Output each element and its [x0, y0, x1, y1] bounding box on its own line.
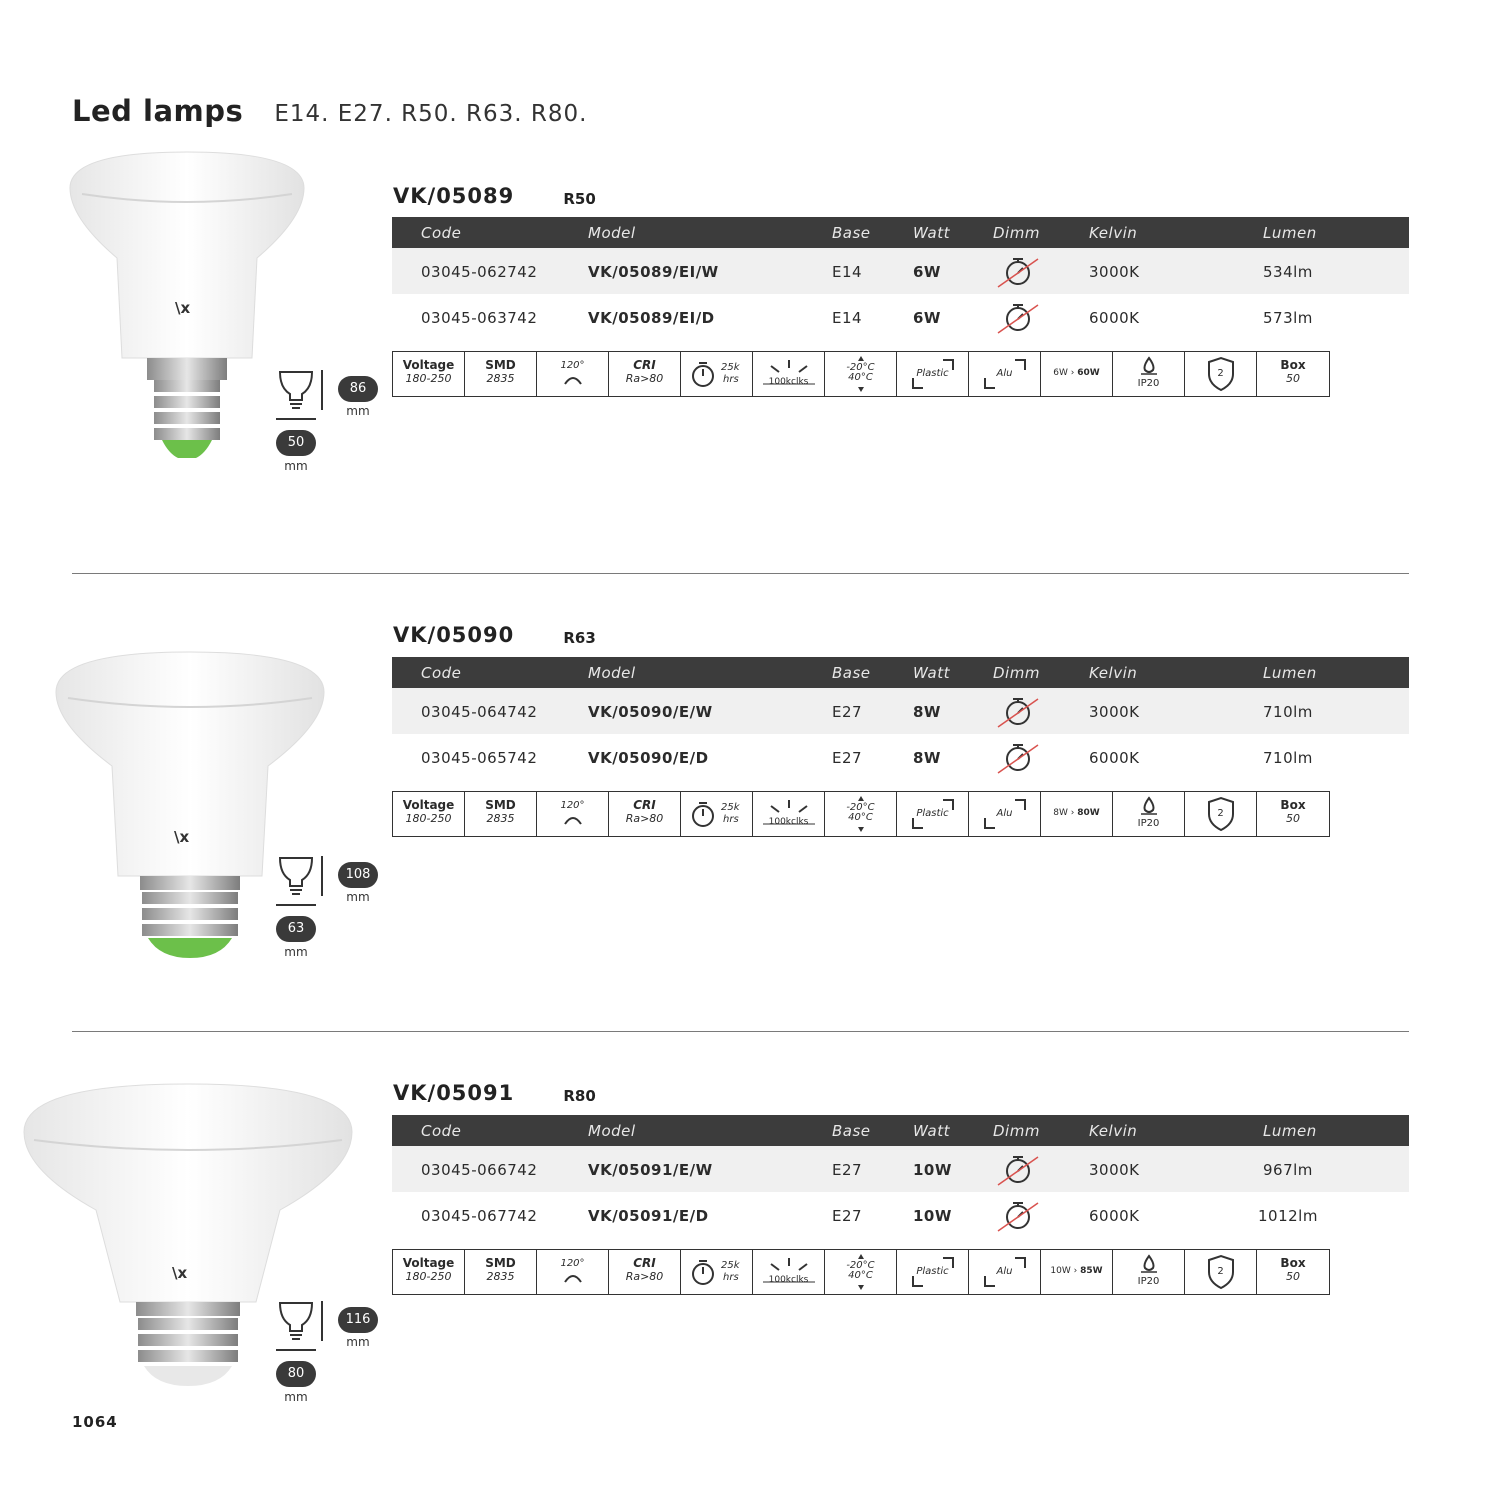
header-watt: Watt	[913, 224, 950, 242]
feature-switch-cycles: 100kclks	[753, 352, 825, 396]
burst-icon	[753, 352, 825, 396]
diameter-badge: 50	[276, 430, 316, 456]
page-title	[72, 94, 587, 128]
not-dimmable-icon	[994, 1151, 1042, 1187]
cell-lumen: 967lm	[1263, 1161, 1313, 1179]
header-watt: Watt	[913, 664, 950, 682]
length-badge: 116	[338, 1307, 378, 1333]
section-divider	[72, 573, 1409, 574]
cell-kelvin: 6000K	[1089, 309, 1140, 327]
section-divider	[72, 1031, 1409, 1032]
equiv-to: 85W	[1080, 1266, 1103, 1276]
temperature-arrows-icon	[825, 352, 897, 396]
cell-code: 03045-064742	[421, 703, 538, 721]
temperature-arrows-icon	[825, 792, 897, 836]
bulb-image-r63	[50, 648, 330, 960]
bulb-outline-icon	[276, 1299, 320, 1343]
feature-temperature: -20°C 40°C	[825, 792, 897, 836]
length-unit: mm	[346, 404, 370, 418]
table-row	[392, 688, 1409, 734]
svg-text:\x: \x	[172, 1264, 188, 1282]
cell-lumen: 1012lm	[1258, 1207, 1318, 1225]
feature-temperature: -20°C 40°C	[825, 1250, 897, 1294]
features-strip	[392, 351, 1330, 397]
cell-base: E27	[832, 1207, 863, 1225]
table-row	[392, 734, 1409, 780]
not-dimmable-icon	[994, 693, 1042, 729]
cell-model: VK/05090/E/D	[588, 749, 709, 767]
burst-icon	[753, 792, 825, 836]
feature-ip-rating: IP20	[1113, 352, 1185, 396]
svg-text:\x: \x	[175, 299, 191, 317]
header-model: Model	[588, 224, 636, 242]
cell-model: VK/05089/EI/D	[588, 309, 715, 327]
header-base: Base	[832, 664, 871, 682]
header-model: Model	[588, 1122, 636, 1140]
bulb-image-r50	[62, 148, 312, 458]
bulb-outline-icon	[276, 368, 320, 412]
feature-smd: SMD 2835	[465, 792, 537, 836]
length-unit: mm	[346, 890, 370, 904]
beam-angle-icon	[537, 1250, 609, 1294]
cell-kelvin: 6000K	[1089, 1207, 1140, 1225]
table-row	[392, 294, 1409, 340]
feature-voltage: Voltage 180-250	[393, 1250, 465, 1294]
feature-switch-cycles: 100kclks	[753, 1250, 825, 1294]
header-code: Code	[421, 224, 462, 242]
cell-watt: 8W	[913, 749, 941, 767]
table-header	[392, 1115, 1409, 1146]
not-dimmable-icon	[994, 739, 1042, 775]
title-main: Led lamps	[72, 94, 244, 128]
cell-base: E27	[832, 1161, 863, 1179]
feature-warranty: 2	[1185, 792, 1257, 836]
length-badge: 86	[338, 376, 378, 402]
feature-box: Box 50	[1280, 1256, 1306, 1283]
feature-cri: CRI Ra>80	[609, 1250, 681, 1294]
product-type: R80	[563, 1087, 596, 1105]
diameter-badge: 80	[276, 1361, 316, 1387]
burst-icon	[753, 1250, 825, 1294]
page-number: 1064	[72, 1413, 118, 1431]
feature-material-plastic: Plastic	[897, 352, 969, 396]
cell-code: 03045-066742	[421, 1161, 538, 1179]
header-dimm: Dimm	[993, 1122, 1040, 1140]
spec-table	[392, 1115, 1409, 1238]
length-unit: mm	[346, 1335, 370, 1349]
equiv-to: 60W	[1077, 368, 1100, 378]
product-name: VK/05091	[393, 1081, 515, 1105]
feature-ip-rating: IP20	[1113, 1250, 1185, 1294]
feature-ip-rating: IP20	[1113, 792, 1185, 836]
cell-model: VK/05090/E/W	[588, 703, 713, 721]
diameter-unit: mm	[284, 459, 308, 473]
stopwatch-icon	[681, 792, 753, 836]
feature-material-alu: Alu	[969, 792, 1041, 836]
cell-code: 03045-063742	[421, 309, 538, 327]
table-header	[392, 217, 1409, 248]
cell-base: E14	[832, 263, 863, 281]
feature-voltage: Voltage 180-250	[393, 352, 465, 396]
header-base: Base	[832, 1122, 871, 1140]
feature-temperature: -20°C 40°C	[825, 352, 897, 396]
header-kelvin: Kelvin	[1089, 224, 1138, 242]
product-heading	[393, 1081, 596, 1105]
diameter-unit: mm	[284, 1390, 308, 1404]
feature-box: Box 50	[1280, 798, 1306, 825]
stopwatch-icon	[681, 1250, 753, 1294]
beam-angle-icon	[537, 352, 609, 396]
cell-base: E27	[832, 749, 863, 767]
header-dimm: Dimm	[993, 224, 1040, 242]
feature-material-plastic: Plastic	[897, 792, 969, 836]
svg-text:\x: \x	[174, 828, 190, 846]
table-row	[392, 1192, 1409, 1238]
feature-beam-angle: 120°	[537, 792, 609, 836]
cell-base: E14	[832, 309, 863, 327]
feature-switch-cycles: 100kclks	[753, 792, 825, 836]
header-watt: Watt	[913, 1122, 950, 1140]
water-drop-icon	[1113, 352, 1185, 396]
not-dimmable-icon	[994, 253, 1042, 289]
feature-cri: CRI Ra>80	[609, 792, 681, 836]
feature-smd: SMD 2835	[465, 352, 537, 396]
features-strip	[392, 791, 1330, 837]
cell-model: VK/05089/EI/W	[588, 263, 719, 281]
diameter-unit: mm	[284, 945, 308, 959]
bulb-image-r80	[20, 1080, 356, 1394]
table-row	[392, 248, 1409, 294]
cell-base: E27	[832, 703, 863, 721]
bulb-outline-icon	[276, 854, 320, 898]
product-name: VK/05090	[393, 623, 515, 647]
beam-angle-icon	[537, 792, 609, 836]
water-drop-icon	[1113, 1250, 1185, 1294]
header-code: Code	[421, 1122, 462, 1140]
equiv-to: 80W	[1077, 808, 1100, 818]
header-base: Base	[832, 224, 871, 242]
cell-lumen: 710lm	[1263, 703, 1313, 721]
product-type: R50	[563, 190, 596, 208]
feature-material-alu: Alu	[969, 352, 1041, 396]
header-code: Code	[421, 664, 462, 682]
feature-warranty: 2	[1185, 352, 1257, 396]
cell-watt: 6W	[913, 263, 941, 281]
cell-lumen: 534lm	[1263, 263, 1313, 281]
cell-kelvin: 3000K	[1089, 703, 1140, 721]
cell-code: 03045-062742	[421, 263, 538, 281]
cell-model: VK/05091/E/D	[588, 1207, 709, 1225]
cell-kelvin: 3000K	[1089, 1161, 1140, 1179]
cell-watt: 10W	[913, 1207, 952, 1225]
cell-kelvin: 6000K	[1089, 749, 1140, 767]
title-sub: E14. E27. R50. R63. R80.	[274, 101, 588, 127]
feature-lifetime: 25k hrs	[681, 1250, 753, 1294]
feature-equivalent: 8W › 80W	[1041, 792, 1113, 836]
feature-beam-angle: 120°	[537, 1250, 609, 1294]
equiv-from: 10W	[1050, 1266, 1071, 1276]
header-lumen: Lumen	[1263, 224, 1317, 242]
feature-material-alu: Alu	[969, 1250, 1041, 1294]
table-header	[392, 657, 1409, 688]
length-badge: 108	[338, 862, 378, 888]
feature-cri: CRI Ra>80	[609, 352, 681, 396]
product-type: R63	[563, 629, 596, 647]
cell-lumen: 573lm	[1263, 309, 1313, 327]
header-model: Model	[588, 664, 636, 682]
header-kelvin: Kelvin	[1089, 664, 1138, 682]
feature-lifetime: 25k hrs	[681, 352, 753, 396]
feature-equivalent: 6W › 60W	[1041, 352, 1113, 396]
spec-table	[392, 657, 1409, 780]
cell-lumen: 710lm	[1263, 749, 1313, 767]
cell-kelvin: 3000K	[1089, 263, 1140, 281]
table-row	[392, 1146, 1409, 1192]
header-lumen: Lumen	[1263, 664, 1317, 682]
cell-watt: 6W	[913, 309, 941, 327]
stopwatch-icon	[681, 352, 753, 396]
feature-material-plastic: Plastic	[897, 1250, 969, 1294]
water-drop-icon	[1113, 792, 1185, 836]
features-strip	[392, 1249, 1330, 1295]
header-lumen: Lumen	[1263, 1122, 1317, 1140]
not-dimmable-icon	[994, 299, 1042, 335]
product-heading	[393, 623, 596, 647]
not-dimmable-icon	[994, 1197, 1042, 1233]
header-kelvin: Kelvin	[1089, 1122, 1138, 1140]
feature-equivalent: 10W › 85W	[1041, 1250, 1113, 1294]
cell-code: 03045-067742	[421, 1207, 538, 1225]
feature-lifetime: 25k hrs	[681, 792, 753, 836]
cell-code: 03045-065742	[421, 749, 538, 767]
feature-beam-angle: 120°	[537, 352, 609, 396]
cell-watt: 10W	[913, 1161, 952, 1179]
equiv-from: 6W	[1053, 368, 1068, 378]
product-heading	[393, 184, 596, 208]
product-name: VK/05089	[393, 184, 515, 208]
equiv-from: 8W	[1053, 808, 1068, 818]
diameter-badge: 63	[276, 916, 316, 942]
feature-smd: SMD 2835	[465, 1250, 537, 1294]
feature-box: Box 50	[1280, 358, 1306, 385]
spec-table	[392, 217, 1409, 340]
cell-model: VK/05091/E/W	[588, 1161, 713, 1179]
header-dimm: Dimm	[993, 664, 1040, 682]
feature-warranty: 2	[1185, 1250, 1257, 1294]
feature-voltage: Voltage 180-250	[393, 792, 465, 836]
temperature-arrows-icon	[825, 1250, 897, 1294]
cell-watt: 8W	[913, 703, 941, 721]
